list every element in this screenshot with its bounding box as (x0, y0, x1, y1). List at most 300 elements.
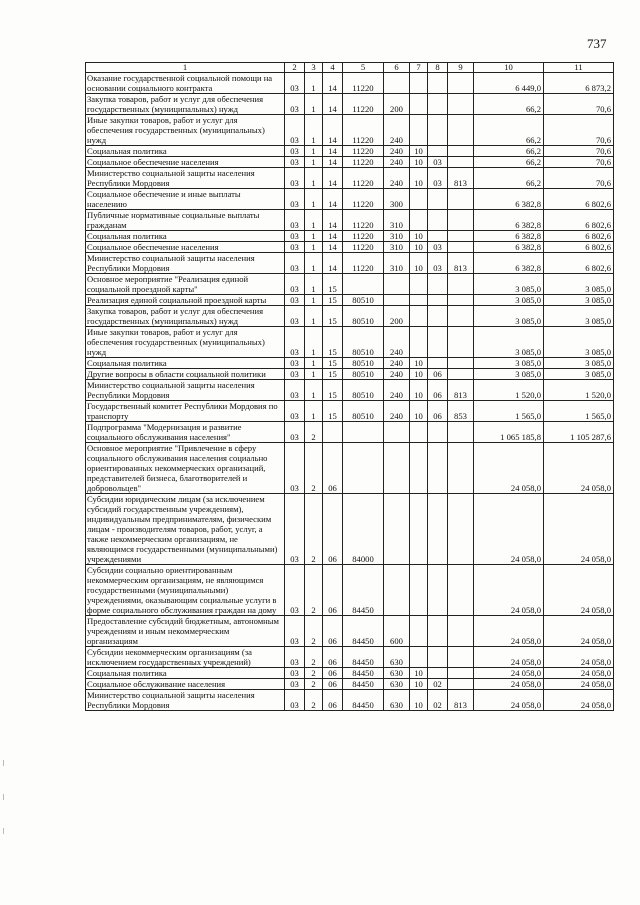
amount-cell: 66,2 (474, 157, 544, 168)
amount-cell: 6 802,6 (544, 189, 614, 210)
page-number: 737 (587, 36, 607, 51)
amount-cell: 3 085,0 (474, 358, 544, 369)
code-cell: 240 (384, 380, 410, 401)
code-cell (448, 157, 474, 168)
code-cell: 80510 (343, 358, 384, 369)
code-cell (428, 443, 448, 494)
code-cell: 11220 (343, 253, 384, 274)
code-cell: 84450 (343, 565, 384, 616)
code-cell: 2 (305, 690, 323, 711)
code-cell: 2 (305, 679, 323, 690)
code-cell: 600 (384, 616, 410, 647)
code-cell: 80510 (343, 380, 384, 401)
code-cell (384, 295, 410, 306)
code-cell: 1 (305, 168, 323, 189)
code-cell: 11220 (343, 242, 384, 253)
amount-cell: 70,6 (544, 146, 614, 157)
code-cell: 03 (428, 157, 448, 168)
amount-cell: 24 058,0 (544, 616, 614, 647)
code-cell: 03 (285, 679, 305, 690)
amount-cell: 3 085,0 (544, 306, 614, 327)
code-cell: 1 (305, 115, 323, 146)
code-cell: 03 (285, 380, 305, 401)
code-cell: 03 (285, 494, 305, 565)
code-cell (384, 565, 410, 616)
code-cell (410, 189, 428, 210)
code-cell: 11220 (343, 231, 384, 242)
code-cell: 2 (305, 443, 323, 494)
code-cell: 11220 (343, 94, 384, 115)
code-cell: 11220 (343, 115, 384, 146)
amount-cell: 70,6 (544, 168, 614, 189)
table-row (86, 94, 614, 115)
code-cell: 1 (305, 231, 323, 242)
code-cell: 14 (323, 210, 343, 231)
amount-cell: 24 058,0 (474, 647, 544, 668)
row-name-cell: Оказание государственной социальной помощи на основании социального контракта (86, 73, 285, 94)
code-cell: 03 (285, 422, 305, 443)
code-cell: 2 (305, 565, 323, 616)
amount-cell: 24 058,0 (474, 690, 544, 711)
row-name-cell: Предоставление субсидий бюджетным, автономным учреждениям и иным некоммерческим организациям (86, 616, 285, 647)
code-cell: 84450 (343, 690, 384, 711)
margin-mark (3, 794, 4, 800)
code-cell: 240 (384, 327, 410, 358)
code-cell: 310 (384, 231, 410, 242)
row-name-cell: Министерство социальной защиты населения Республики Мордовия (86, 690, 285, 711)
table-row (86, 358, 614, 369)
code-cell: 06 (428, 401, 448, 422)
code-cell: 2 (305, 422, 323, 443)
row-name-cell: Социальное обеспечение населения (86, 242, 285, 253)
amount-cell: 1 520,0 (474, 380, 544, 401)
code-cell: 14 (323, 253, 343, 274)
code-cell: 14 (323, 168, 343, 189)
code-cell: 200 (384, 306, 410, 327)
code-cell: 14 (323, 157, 343, 168)
code-cell: 02 (428, 679, 448, 690)
code-cell (448, 274, 474, 295)
code-cell: 2 (305, 647, 323, 668)
code-cell (448, 443, 474, 494)
amount-cell: 24 058,0 (474, 679, 544, 690)
code-cell (448, 369, 474, 380)
code-cell (410, 94, 428, 115)
code-cell (428, 565, 448, 616)
code-cell (384, 494, 410, 565)
code-cell: 03 (285, 94, 305, 115)
code-cell: 14 (323, 115, 343, 146)
code-cell: 03 (285, 189, 305, 210)
code-cell: 84450 (343, 616, 384, 647)
code-cell: 03 (285, 253, 305, 274)
row-name-cell: Закупка товаров, работ и услуг для обеспечения государственных (муниципальных) нужд (86, 94, 285, 115)
table-row (86, 157, 614, 168)
amount-cell: 1 565,0 (544, 401, 614, 422)
row-name-cell: Министерство социальной защиты населения Республики Мордовия (86, 168, 285, 189)
code-cell: 06 (428, 380, 448, 401)
margin-mark (3, 760, 4, 766)
amount-cell: 1 105 287,6 (544, 422, 614, 443)
row-name-cell: Реализация единой социальной проездной карты (86, 295, 285, 306)
amount-cell: 70,6 (544, 115, 614, 146)
code-cell (343, 274, 384, 295)
code-cell: 813 (448, 380, 474, 401)
scan-margin-marks (3, 760, 6, 862)
code-cell (410, 616, 428, 647)
amount-cell: 24 058,0 (544, 494, 614, 565)
amount-cell: 6 802,6 (544, 242, 614, 253)
code-cell (428, 189, 448, 210)
code-cell: 10 (410, 380, 428, 401)
header-cell: 7 (410, 63, 428, 73)
code-cell (428, 494, 448, 565)
amount-cell: 24 058,0 (474, 668, 544, 679)
code-cell: 10 (410, 157, 428, 168)
table-row (86, 443, 614, 494)
amount-cell: 3 085,0 (544, 369, 614, 380)
row-name-cell: Подпрограмма "Модернизация и развитие социального обслуживания населения" (86, 422, 285, 443)
table-row (86, 253, 614, 274)
row-name-cell: Социальное обеспечение и иные выплаты населению (86, 189, 285, 210)
row-name-cell: Социальное обслуживание населения (86, 679, 285, 690)
code-cell: 1 (305, 274, 323, 295)
amount-cell: 3 085,0 (474, 327, 544, 358)
amount-cell: 6 802,6 (544, 231, 614, 242)
table-row (86, 679, 614, 690)
row-name-cell: Иные закупки товаров, работ и услуг для обеспечения государственных (муниципальных) нужд (86, 327, 285, 358)
amount-cell: 70,6 (544, 157, 614, 168)
header-cell: 3 (305, 63, 323, 73)
code-cell (410, 443, 428, 494)
table-row (86, 115, 614, 146)
amount-cell: 6 382,8 (474, 231, 544, 242)
code-cell: 10 (410, 146, 428, 157)
code-cell: 2 (305, 494, 323, 565)
amount-cell: 3 085,0 (544, 358, 614, 369)
code-cell: 240 (384, 401, 410, 422)
amount-cell: 24 058,0 (544, 679, 614, 690)
code-cell: 11220 (343, 73, 384, 94)
amount-cell: 6 873,2 (544, 73, 614, 94)
header-cell: 6 (384, 63, 410, 73)
code-cell (448, 73, 474, 94)
code-cell: 84450 (343, 668, 384, 679)
amount-cell: 24 058,0 (474, 565, 544, 616)
code-cell: 80510 (343, 306, 384, 327)
code-cell (428, 306, 448, 327)
code-cell: 14 (323, 242, 343, 253)
table-row (86, 668, 614, 679)
row-name-cell: Основное мероприятие "Привлечение в сферу социального обслуживания населения социально ориентированных некоммерческих организаций, представителей бизнеса, благотворителей и добровольцев" (86, 443, 285, 494)
row-name-cell: Субсидии некоммерческим организациям (за исключением государственных учреждений) (86, 647, 285, 668)
code-cell: 03 (285, 73, 305, 94)
code-cell: 310 (384, 242, 410, 253)
code-cell (384, 422, 410, 443)
code-cell (428, 146, 448, 157)
code-cell (410, 73, 428, 94)
code-cell: 06 (428, 369, 448, 380)
code-cell: 1 (305, 73, 323, 94)
code-cell: 14 (323, 94, 343, 115)
code-cell: 03 (285, 231, 305, 242)
table-row (86, 274, 614, 295)
code-cell (410, 327, 428, 358)
table-row (86, 380, 614, 401)
code-cell: 630 (384, 690, 410, 711)
code-cell (448, 210, 474, 231)
amount-cell: 24 058,0 (474, 494, 544, 565)
code-cell (343, 443, 384, 494)
code-cell: 06 (323, 443, 343, 494)
code-cell (428, 327, 448, 358)
code-cell: 15 (323, 369, 343, 380)
table-row (86, 565, 614, 616)
code-cell: 06 (323, 616, 343, 647)
amount-cell: 6 382,8 (474, 210, 544, 231)
table-row (86, 647, 614, 668)
code-cell (448, 115, 474, 146)
code-cell: 10 (410, 358, 428, 369)
code-cell: 80510 (343, 327, 384, 358)
code-cell: 813 (448, 253, 474, 274)
code-cell: 10 (410, 679, 428, 690)
code-cell (428, 422, 448, 443)
code-cell (448, 565, 474, 616)
code-cell: 03 (428, 242, 448, 253)
code-cell: 03 (285, 115, 305, 146)
code-cell: 630 (384, 647, 410, 668)
code-cell: 03 (285, 690, 305, 711)
code-cell: 14 (323, 73, 343, 94)
code-cell: 14 (323, 231, 343, 242)
code-cell: 03 (285, 274, 305, 295)
table-row (86, 295, 614, 306)
code-cell (410, 115, 428, 146)
amount-cell: 6 449,0 (474, 73, 544, 94)
row-name-cell: Социальное обеспечение населения (86, 157, 285, 168)
code-cell: 630 (384, 679, 410, 690)
code-cell (448, 327, 474, 358)
amount-cell: 66,2 (474, 115, 544, 146)
table-row (86, 231, 614, 242)
table-row (86, 210, 614, 231)
code-cell: 14 (323, 189, 343, 210)
code-cell (410, 565, 428, 616)
table-row (86, 242, 614, 253)
code-cell: 240 (384, 146, 410, 157)
code-cell: 1 (305, 358, 323, 369)
amount-cell: 66,2 (474, 146, 544, 157)
row-name-cell: Публичные нормативные социальные выплаты гражданам (86, 210, 285, 231)
code-cell (410, 494, 428, 565)
code-cell: 1 (305, 146, 323, 157)
code-cell: 15 (323, 380, 343, 401)
table-row (86, 168, 614, 189)
code-cell: 06 (323, 647, 343, 668)
amount-cell: 1 065 185,8 (474, 422, 544, 443)
amount-cell: 6 802,6 (544, 210, 614, 231)
code-cell: 84000 (343, 494, 384, 565)
row-name-cell: Субсидии социально ориентированным некоммерческим организациям, не являющимся государственными (муниципальными) учреждениями, оказывающим социальные услуги в форме социального обслуживания граждан на дому (86, 565, 285, 616)
header-cell: 2 (285, 63, 305, 73)
amount-cell: 3 085,0 (474, 369, 544, 380)
code-cell: 03 (285, 146, 305, 157)
code-cell: 11220 (343, 168, 384, 189)
code-cell: 03 (285, 369, 305, 380)
row-name-cell: Основное мероприятие "Реализация единой социальной проездной карты" (86, 274, 285, 295)
amount-cell: 6 382,8 (474, 189, 544, 210)
amount-cell: 3 085,0 (474, 295, 544, 306)
code-cell: 03 (285, 647, 305, 668)
code-cell: 10 (410, 401, 428, 422)
code-cell: 84450 (343, 647, 384, 668)
row-name-cell: Иные закупки товаров, работ и услуг для обеспечения государственных (муниципальных) нужд (86, 115, 285, 146)
amount-cell: 24 058,0 (474, 443, 544, 494)
code-cell: 80510 (343, 401, 384, 422)
code-cell (448, 668, 474, 679)
code-cell (428, 358, 448, 369)
amount-cell: 1 520,0 (544, 380, 614, 401)
row-name-cell: Министерство социальной защиты населения Республики Мордовия (86, 253, 285, 274)
code-cell: 06 (323, 668, 343, 679)
code-cell (428, 647, 448, 668)
code-cell (448, 422, 474, 443)
code-cell: 2 (305, 668, 323, 679)
amount-cell: 3 085,0 (474, 306, 544, 327)
code-cell: 10 (410, 242, 428, 253)
code-cell: 03 (285, 401, 305, 422)
amount-cell: 24 058,0 (544, 647, 614, 668)
code-cell: 10 (410, 668, 428, 679)
code-cell: 03 (285, 616, 305, 647)
code-cell: 1 (305, 253, 323, 274)
code-cell: 03 (285, 242, 305, 253)
code-cell: 15 (323, 306, 343, 327)
row-name-cell: Социальная политика (86, 358, 285, 369)
code-cell: 80510 (343, 295, 384, 306)
code-cell: 15 (323, 401, 343, 422)
code-cell: 240 (384, 358, 410, 369)
code-cell: 03 (285, 295, 305, 306)
code-cell: 03 (285, 327, 305, 358)
header-cell: 8 (428, 63, 448, 73)
code-cell (428, 210, 448, 231)
code-cell (410, 647, 428, 668)
code-cell: 06 (323, 679, 343, 690)
code-cell: 240 (384, 369, 410, 380)
table-row (86, 401, 614, 422)
table-row (86, 494, 614, 565)
amount-cell: 6 802,6 (544, 253, 614, 274)
code-cell (448, 616, 474, 647)
amount-cell: 3 085,0 (544, 327, 614, 358)
code-cell: 1 (305, 242, 323, 253)
code-cell: 240 (384, 157, 410, 168)
code-cell: 03 (285, 358, 305, 369)
code-cell: 240 (384, 168, 410, 189)
amount-cell: 24 058,0 (474, 616, 544, 647)
code-cell (428, 115, 448, 146)
code-cell: 11220 (343, 157, 384, 168)
code-cell: 06 (323, 690, 343, 711)
table-row (86, 146, 614, 157)
row-name-cell: Другие вопросы в области социальной политики (86, 369, 285, 380)
code-cell: 03 (285, 668, 305, 679)
code-cell (384, 73, 410, 94)
header-cell: 11 (544, 63, 614, 73)
code-cell: 03 (285, 157, 305, 168)
amount-cell: 1 565,0 (474, 401, 544, 422)
code-cell (428, 616, 448, 647)
code-cell (384, 274, 410, 295)
amount-cell: 24 058,0 (544, 565, 614, 616)
amount-cell: 3 085,0 (544, 295, 614, 306)
code-cell: 853 (448, 401, 474, 422)
amount-cell: 3 085,0 (544, 274, 614, 295)
code-cell: 1 (305, 189, 323, 210)
code-cell (410, 295, 428, 306)
code-cell: 11220 (343, 189, 384, 210)
code-cell: 03 (285, 306, 305, 327)
code-cell: 10 (410, 369, 428, 380)
code-cell (428, 94, 448, 115)
code-cell (384, 443, 410, 494)
row-name-cell: Закупка товаров, работ и услуг для обеспечения государственных (муниципальных) нужд (86, 306, 285, 327)
amount-cell: 24 058,0 (544, 690, 614, 711)
code-cell: 1 (305, 369, 323, 380)
code-cell: 02 (428, 690, 448, 711)
code-cell (448, 647, 474, 668)
code-cell: 310 (384, 210, 410, 231)
code-cell: 1 (305, 94, 323, 115)
code-cell (428, 668, 448, 679)
header-cell: 4 (323, 63, 343, 73)
code-cell: 1 (305, 401, 323, 422)
code-cell (448, 358, 474, 369)
code-cell: 06 (323, 494, 343, 565)
header-row (86, 63, 614, 73)
code-cell (448, 189, 474, 210)
amount-cell: 3 085,0 (474, 274, 544, 295)
amount-cell: 6 382,8 (474, 253, 544, 274)
code-cell: 813 (448, 690, 474, 711)
code-cell: 03 (428, 168, 448, 189)
code-cell: 813 (448, 168, 474, 189)
code-cell: 14 (323, 146, 343, 157)
code-cell (410, 210, 428, 231)
row-name-cell: Социальная политика (86, 146, 285, 157)
row-name-cell: Социальная политика (86, 668, 285, 679)
amount-cell: 6 382,8 (474, 242, 544, 253)
code-cell: 10 (410, 168, 428, 189)
code-cell: 15 (323, 274, 343, 295)
code-cell (410, 274, 428, 295)
code-cell: 1 (305, 327, 323, 358)
code-cell: 03 (285, 210, 305, 231)
row-name-cell: Государственный комитет Республики Мордовия по транспорту (86, 401, 285, 422)
amount-cell: 24 058,0 (544, 668, 614, 679)
code-cell: 2 (305, 616, 323, 647)
code-cell (428, 274, 448, 295)
code-cell: 11220 (343, 146, 384, 157)
code-cell (448, 146, 474, 157)
table-row (86, 616, 614, 647)
code-cell: 15 (323, 327, 343, 358)
code-cell: 03 (428, 253, 448, 274)
code-cell: 06 (323, 565, 343, 616)
table-row (86, 73, 614, 94)
